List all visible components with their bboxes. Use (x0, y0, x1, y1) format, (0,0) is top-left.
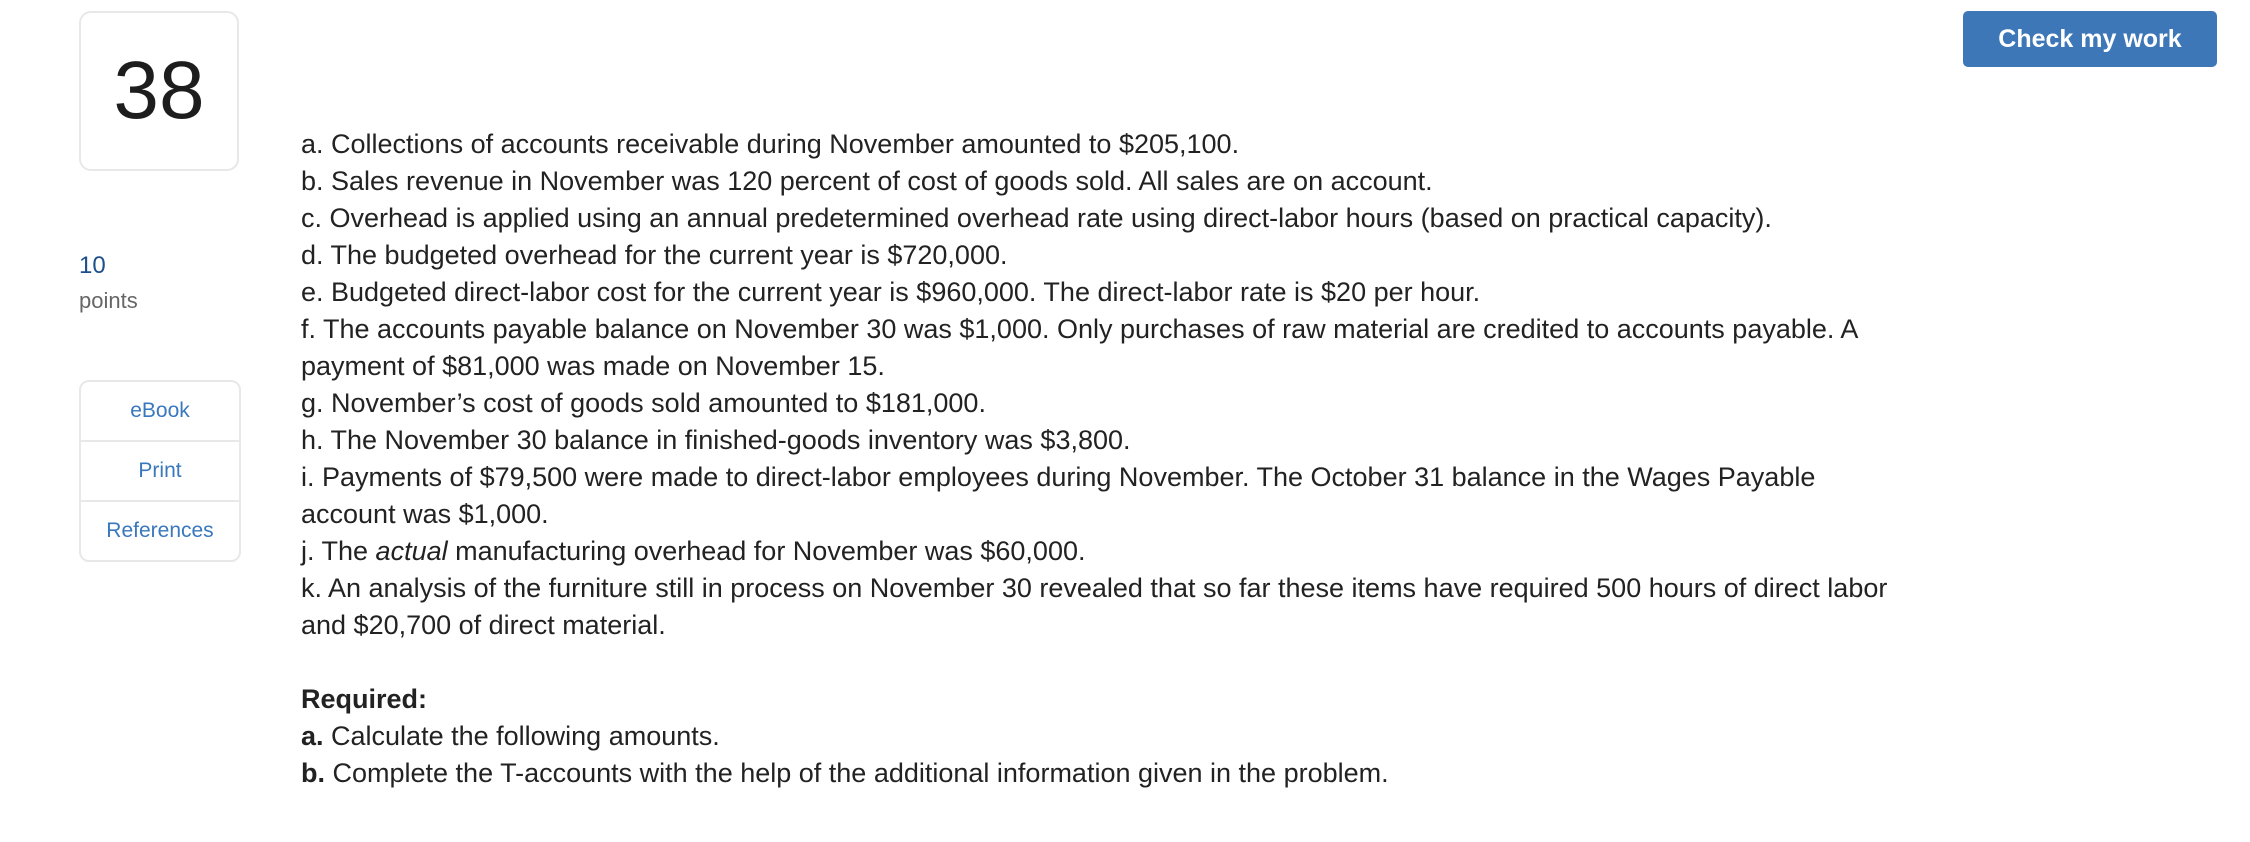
item-f: f. The accounts payable balance on November 30 was $1,000. Only purchases of raw material are credited to accounts payable. A (301, 314, 1859, 344)
required-a-text: Calculate the following amounts. (323, 721, 720, 751)
item-d: d. The budgeted overhead for the current year is $720,000. (301, 240, 1008, 270)
points-value: 10 (79, 252, 106, 279)
item-j-pre: j. The (301, 536, 376, 566)
required-b-label: b. (301, 758, 325, 788)
item-f-cont: payment of $81,000 was made on November 15. (301, 351, 885, 381)
item-j-post: manufacturing overhead for November was $60,000. (447, 536, 1086, 566)
item-g: g. November’s cost of goods sold amounted to $181,000. (301, 388, 986, 418)
check-my-work-button[interactable]: Check my work (1963, 11, 2217, 67)
item-j-emphasis: actual (375, 536, 448, 566)
item-j (301, 533, 1887, 570)
required-heading (301, 681, 1887, 718)
required-b (301, 755, 1887, 792)
resource-links (79, 380, 241, 562)
ebook-link[interactable]: eBook (130, 399, 190, 422)
item-i-cont: account was $1,000. (301, 499, 549, 529)
print-link[interactable]: Print (81, 440, 239, 500)
item-b: b. Sales revenue in November was 120 percent of cost of goods sold. All sales are on account. (301, 166, 1433, 196)
required-a-label: a. (301, 721, 324, 751)
points-label: points (79, 288, 138, 313)
item-c: c. Overhead is applied using an annual predetermined overhead rate using direct-labor hours (based on practical capacity). (301, 203, 1772, 233)
item-k: k. An analysis of the furniture still in process on November 30 revealed that so far these items have required 500 hours of direct labor (301, 573, 1888, 603)
item-a: a. Collections of accounts receivable during November amounted to $205,100. (301, 129, 1240, 159)
problem-text (301, 126, 1887, 792)
item-k-cont: and $20,700 of direct material. (301, 610, 666, 640)
item-e: e. Budgeted direct-labor cost for the current year is $960,000. The direct-labor rate is $20 per hour. (301, 277, 1481, 307)
item-h: h. The November 30 balance in finished-goods inventory was $3,800. (301, 425, 1131, 455)
required-b-text: Complete the T-accounts with the help of the additional information given in the problem. (325, 758, 1389, 788)
question-number: 38 (79, 11, 239, 171)
required-a (301, 718, 1887, 755)
item-i: i. Payments of $79,500 were made to direct-labor employees during November. The October 31 balance in the Wages Payable (301, 462, 1816, 492)
references-link[interactable]: References (81, 500, 239, 560)
required-heading-text: Required: (301, 684, 428, 714)
